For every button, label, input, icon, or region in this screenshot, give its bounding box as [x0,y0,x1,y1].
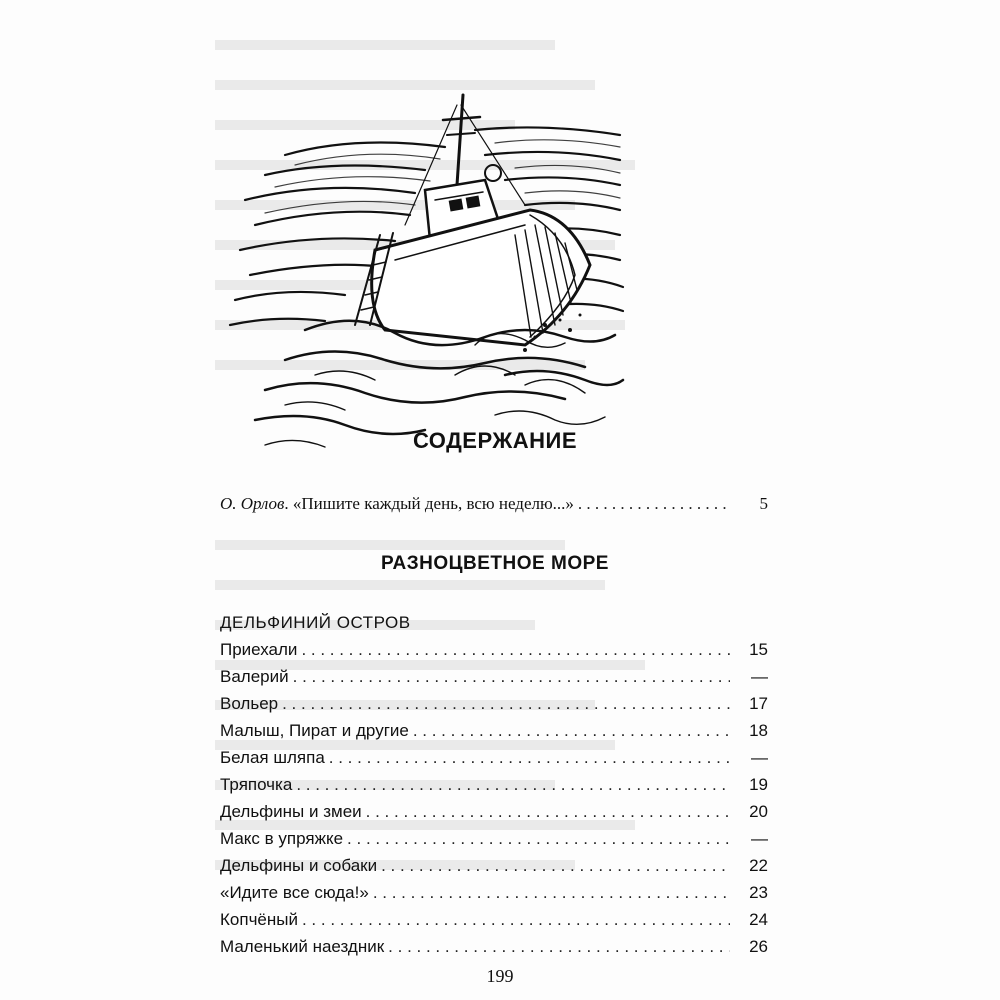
toc-entry-label [220,494,574,514]
toc-entry[interactable] [220,748,768,774]
chapter-title: ДЕЛЬФИНИЙ ОСТРОВ [220,613,411,632]
dot-leader [366,802,730,822]
section-title: РАЗНОЦВЕТНОЕ МОРЕ [381,553,609,574]
toc-entry-page: — [751,667,768,686]
toc-entry-page: 24 [749,910,768,929]
toc-entry[interactable] [220,883,768,909]
toc-entry[interactable] [220,856,768,882]
dot-leader [329,748,730,768]
toc-entry-page: 15 [749,640,768,659]
toc-entry-page: 18 [749,721,768,740]
dot-leader [347,829,730,849]
toc-entry-author: О. Орлов [220,494,285,513]
toc-intro-entry[interactable] [220,494,768,520]
toc-entry[interactable] [220,937,768,963]
dot-leader [381,856,730,876]
dot-leader [301,640,730,660]
toc-entry-page: 20 [749,802,768,821]
toc-entry-label: Белая шляпа [220,748,325,767]
toc-entry-label: Валерий [220,667,289,686]
dot-leader [388,937,730,957]
dot-leader [282,694,730,714]
toc-entry-label: Дельфины и собаки [220,856,378,875]
toc-entry-text: . «Пишите каждый день, всю неделю...» [284,494,574,513]
toc-entry-label: Маленький наездник [220,937,385,956]
dot-leader [293,667,730,687]
toc-entry[interactable] [220,910,768,936]
toc-entry-page: 17 [749,694,768,713]
toc-entry-label: Тряпочка [220,775,293,794]
toc-entry[interactable] [220,802,768,828]
toc-entry[interactable] [220,694,768,720]
toc-entry[interactable] [220,775,768,801]
toc-entry-page: 5 [759,494,768,513]
toc-entry-label: Копчёный [220,910,298,929]
dot-leader [373,883,730,903]
toc-entry-label: Приехали [220,640,298,659]
toc-entry-page: 26 [749,937,768,956]
toc-entry[interactable] [220,640,768,666]
toc-entry-page: 22 [749,856,768,875]
toc-entry-label: Малыш, Пират и другие [220,721,409,740]
contents-title: СОДЕРЖАНИЕ [412,428,578,453]
page-number: 199 [486,966,514,986]
dot-leader [296,775,730,795]
toc-entry-page: 23 [749,883,768,902]
toc-entry[interactable] [220,667,768,693]
ship-in-stormy-sea-icon [225,75,625,475]
toc-entry-page: — [751,829,768,848]
toc-entry-label: Дельфины и змеи [220,802,362,821]
dot-leader [578,494,730,514]
toc-entry-label: Вольер [220,694,279,713]
toc-entry[interactable] [220,721,768,747]
dot-leader [302,910,730,930]
toc-entry[interactable] [220,829,768,855]
toc-entry-label: Макс в упряжке [220,829,344,848]
toc-entry-label: «Идите все сюда!» [220,883,369,902]
toc-entry-page: 19 [749,775,768,794]
dot-leader [413,721,730,741]
toc-entry-page: — [751,748,768,767]
